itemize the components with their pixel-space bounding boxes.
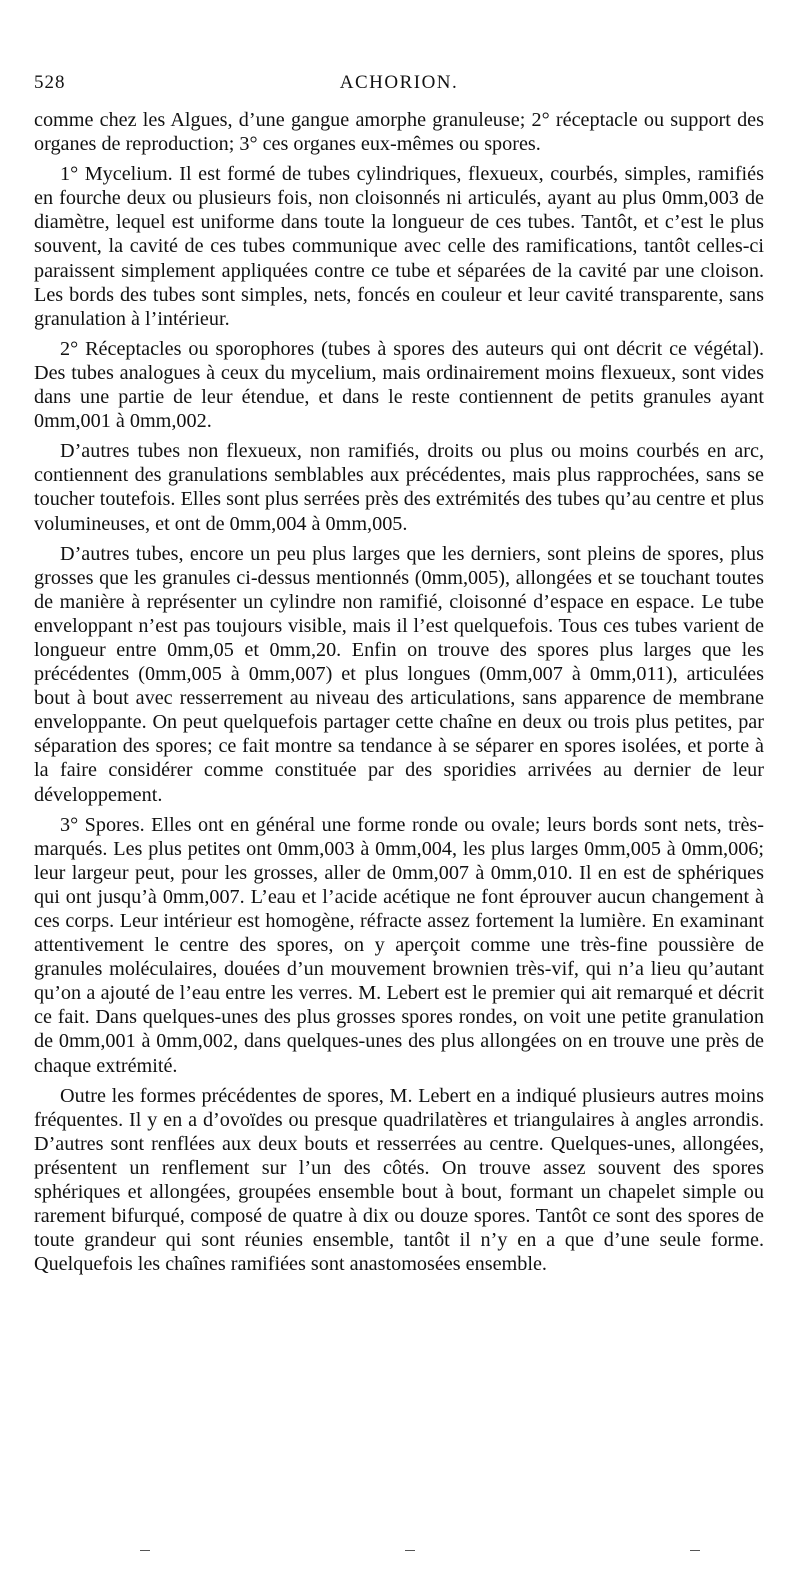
paragraph: 3° Spores. Elles ont en général une forme ronde ou ovale; leurs bords sont nets, très-marqués. Les plus petites ont 0mm,003 à 0mm,004, les plus larges 0mm,005 à 0mm,006; leur largeur peut, pour les grosses, aller de 0mm,007 à 0mm,010. Il en est de sphériques qui ont jusqu’à 0mm,007. L’eau et l’acide acétique ne font éprouver aucun changement à ces corps. Leur intérieur est homogène, réfracte assez fortement la lumière. En examinant attentivement le centre des spores, on y aperçoit comme une très-fine poussière de granules moléculaires, douées d’un mouvement brownien très-vif, qui n’a lieu qu’autant qu’on a ajouté de l’eau entre les verres. M. Lebert est le premier qui ait remarqué et décrit ce fait. Dans quelques-unes des plus grosses spores rondes, on voit une petite granulation de 0mm,001 à 0mm,002, dans quelques-unes des plus allongées on en trouve une près de chaque extrémité.	[34, 813, 764, 1077]
running-title: ACHORION.	[339, 72, 459, 93]
paragraph: 1° Mycelium. Il est formé de tubes cylindriques, flexueux, courbés, simples, ramifiés en fourche deux ou plusieurs fois, non cloisonnés ni articulés, ayant au plus 0mm,003 de diamètre, lequel est uniforme dans toute la longueur de ces tubes. Tantôt, et c’est le plus souvent, la cavité de ces tubes communique avec celle des ramifications, tantôt celles-ci paraissent simplement appliquées contre ce tube et séparées de la cavité par une cloison. Les bords des tubes sont simples, nets, foncés en couleur et leur cavité transparente, sans granulation à l’intérieur.	[34, 163, 764, 330]
paragraph: 2° Réceptacles ou sporophores (tubes à spores des auteurs qui ont décrit ce végétal). Des tubes analogues à ceux du mycelium, mais ordinairement moins flexueux, sont vides dans une partie de leur étendue, et dans le reste contiennent de petits granules ayant 0mm,001 à 0mm,002.	[34, 337, 764, 433]
scan-mark	[140, 1550, 150, 1551]
paragraph: comme chez les Algues, d’une gangue amorphe granuleuse; 2° réceptacle ou support des organes de reproduction; 3° ces organes eux-mêmes ou spores.	[34, 109, 764, 156]
scan-mark	[405, 1550, 415, 1551]
body-text	[34, 108, 764, 1282]
scan-mark	[690, 1550, 700, 1551]
page-number: 528	[34, 72, 66, 93]
paragraph: D’autres tubes, encore un peu plus larges que les derniers, sont pleins de spores, plus grosses que les granules ci-dessus mentionnés (0mm,005), allongées et se touchant toutes de manière à représenter un cylindre non ramifié, cloisonné d’espace en espace. Le tube enveloppant n’est pas toujours visible, mais il l’est quelquefois. Tous ces tubes varient de longueur entre 0mm,05 et 0mm,20. Enfin on trouve des spores plus larges que les précédentes (0mm,005 à 0mm,007) et plus longues (0mm,007 à 0mm,011), articulées bout à bout avec resserrement au niveau des articulations, sans apparence de membrane enveloppante. On peut quelquefois partager cette chaîne en deux ou trois plus petites, par séparation des spores; ce fait montre sa tendance à se séparer en spores isolées, et porte à la faire considérer comme constituée par des sporidies arrivées au dernier de leur développement.	[34, 542, 764, 806]
page-header	[34, 72, 764, 106]
paragraph: D’autres tubes non flexueux, non ramifiés, droits ou plus ou moins courbés en arc, contiennent des granulations semblables aux précédentes, mais plus rapprochées, sans se toucher toutefois. Elles sont plus serrées près des extrémités des tubes qu’au centre et plus volumineuses, et ont de 0mm,004 à 0mm,005.	[34, 440, 764, 535]
paragraph: Outre les formes précédentes de spores, M. Lebert en a indiqué plusieurs autres moins fréquentes. Il y en a d’ovoïdes ou presque quadrilatères et triangulaires à angles arrondis. D’autres sont renflées aux deux bouts et resserrées au centre. Quelques-unes, allongées, présentent un renflement sur l’un des côtés. On trouve assez souvent des spores sphériques et allongées, groupées ensemble bout à bout, formant un chapelet simple ou rarement bifurqué, composé de quatre à dix ou douze spores. Tantôt ce sont des spores de toute grandeur qui sont réunies ensemble, tantôt il n’y en a que d’une seule forme. Quelquefois les chaînes ramifiées sont anastomosées ensemble.	[34, 1084, 764, 1276]
